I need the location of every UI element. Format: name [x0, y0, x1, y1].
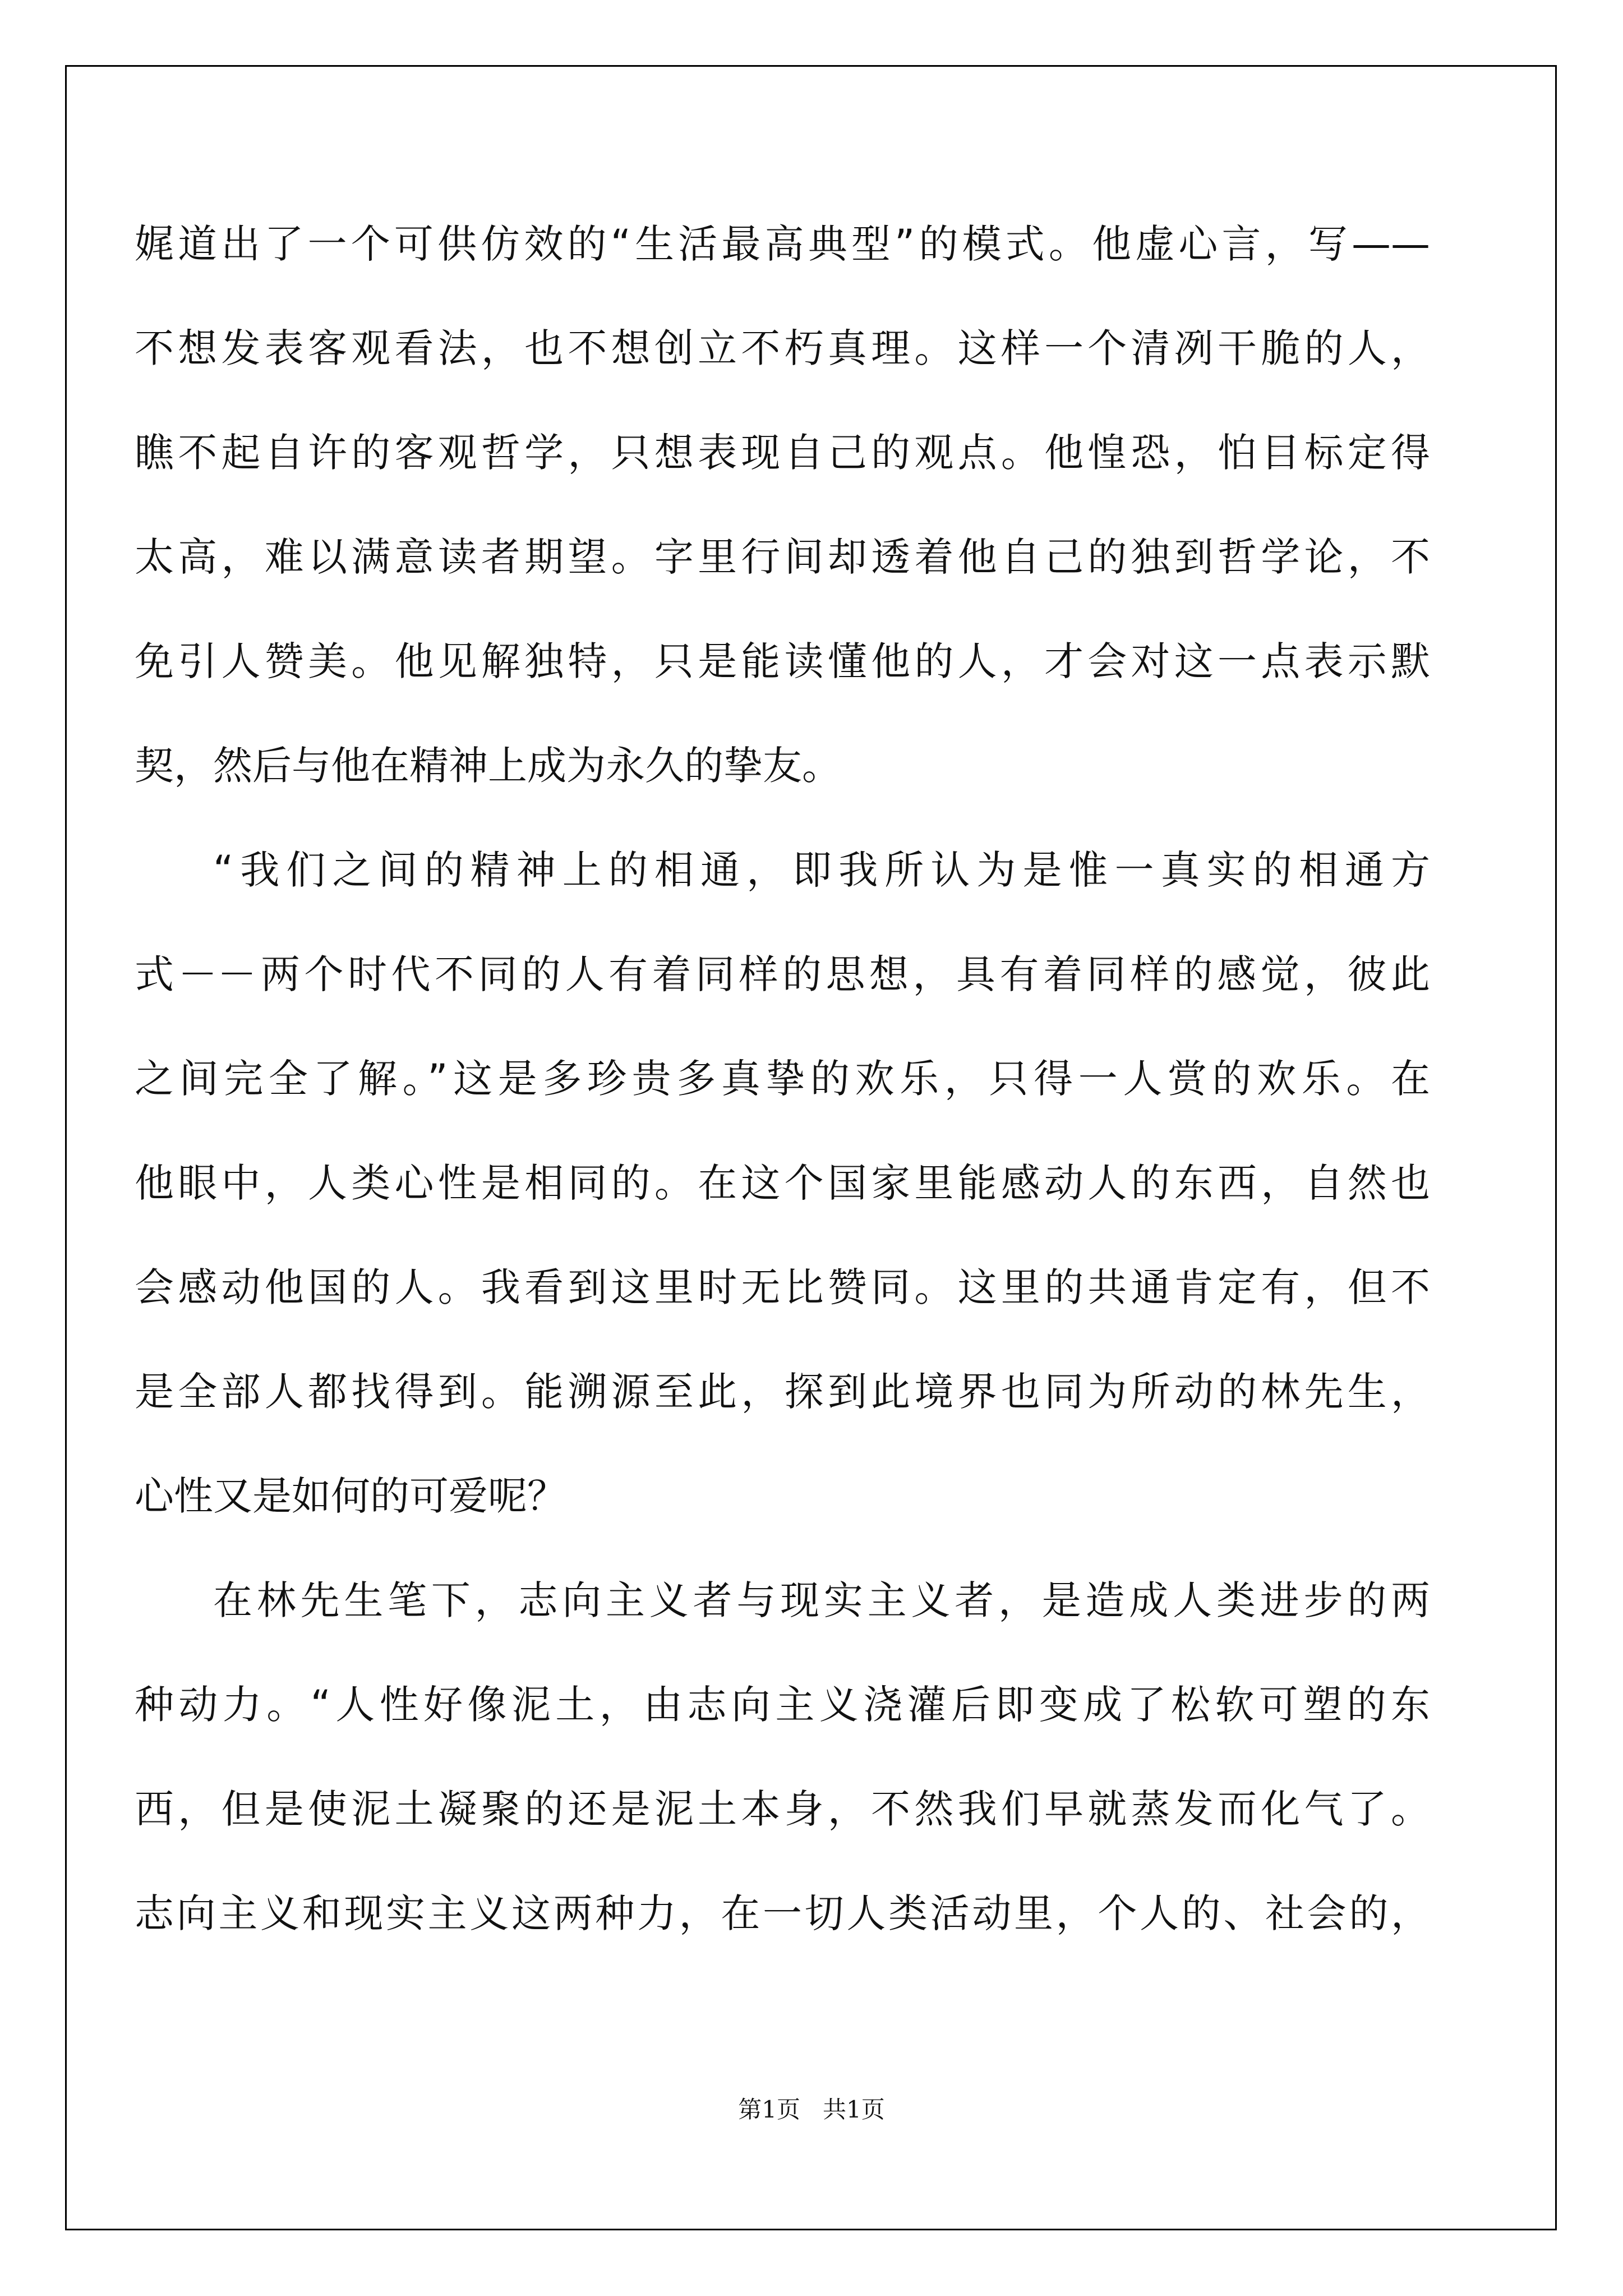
text-line: 是全部人都找得到。能溯源至此，探到此境界也同为所动的林先生， — [135, 1369, 1430, 1415]
paragraph-3 — [135, 1548, 1430, 1966]
text-line: 种动力。“人性好像泥土，由志向主义浇灌后即变成了松软可塑的东 — [135, 1682, 1430, 1728]
text-line: 娓道出了一个可供仿效的“生活最高典型”的模式。他虚心言，写—— — [135, 221, 1430, 267]
text-line: 免引人赞美。他见解独特，只是能读懂他的人，才会对这一点表示默 — [135, 638, 1430, 684]
paragraph-1 — [135, 192, 1430, 818]
document-body — [135, 192, 1430, 1966]
text-line: 会感动他国的人。我看到这里时无比赞同。这里的共通肯定有，但不 — [135, 1264, 1430, 1310]
text-line: 志向主义和现实主义这两种力，在一切人类活动里，个人的、社会的， — [135, 1890, 1430, 1936]
text-line: 西，但是使泥土凝聚的还是泥土本身，不然我们早就蒸发而化气了。 — [135, 1786, 1430, 1832]
text-line: 不想发表客观看法，也不想创立不朽真理。这样一个清冽干脆的人， — [135, 325, 1430, 371]
page-number-footer: 第1页 共1页 — [738, 2096, 885, 2123]
text-line: 之间完全了解。”这是多珍贵多真挚的欢乐，只得一人赏的欢乐。在 — [135, 1056, 1430, 1102]
paragraph-2 — [135, 818, 1430, 1548]
text-line-first: 在林先生笔下，志向主义者与现实主义者，是造成人类进步的两 — [213, 1577, 1430, 1623]
text-line-first: “我们之间的精神上的相通，即我所认为是惟一真实的相通方 — [213, 847, 1430, 893]
text-line: 瞧不起自许的客观哲学，只想表现自己的观点。他惶恐，怕目标定得 — [135, 430, 1430, 476]
text-line: 太高，难以满意读者期望。字里行间却透着他自己的独到哲学论，不 — [135, 534, 1430, 580]
text-line: 式－－两个时代不同的人有着同样的思想，具有着同样的感觉，彼此 — [135, 951, 1430, 997]
text-line-last: 契，然后与他在精神上成为永久的挚友。 — [135, 743, 841, 789]
text-line: 他眼中，人类心性是相同的。在这个国家里能感动人的东西，自然也 — [135, 1160, 1430, 1206]
text-line-last: 心性又是如何的可爱呢？ — [135, 1473, 566, 1519]
